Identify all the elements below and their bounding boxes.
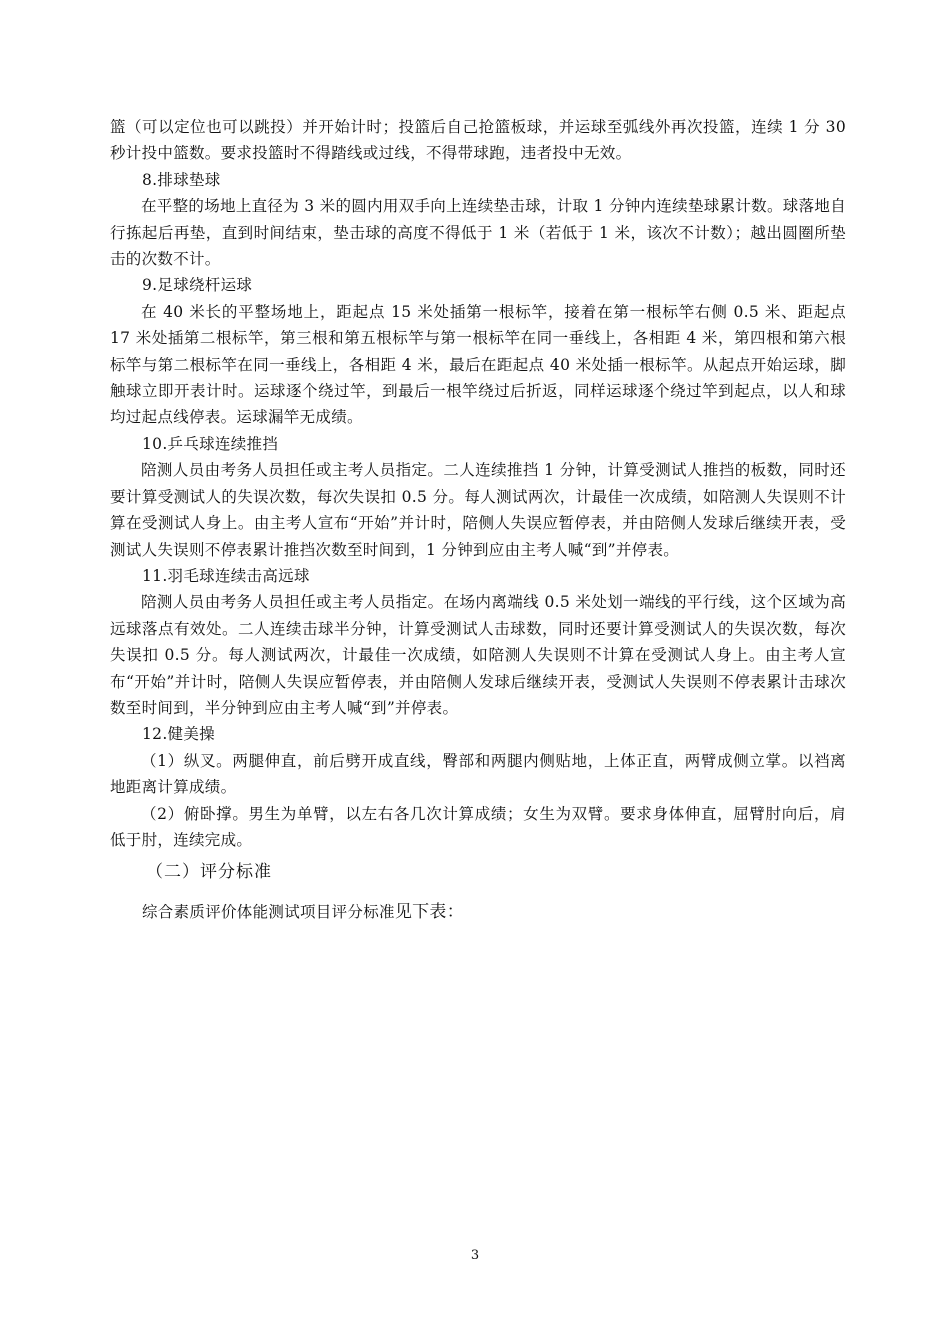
section-heading-scoring: （二）评分标准 [146,862,272,883]
scoring-intro-text: 综合素质评价体能测试项目评分标准 [142,903,395,922]
paragraph-table-tennis: 陪测人员由考务人员担任或主考人员指定。二人连续推挡 1 分钟，计算受测试人推挡的板数，同时还要计算受测试人的失误次数，每次失误扣 0.5 分。每人测试两次，计最佳一次成绩，如陪测人失误则不计算在受测试人身上。由主考人宣布“开始”并计时，陪侧人失误应暂停表，并由陪侧人发球后继续开表，受测试人失误则不停表累计推挡次数至时间到，1 分钟到应由主考人喊“到”并停表。 [110,461,846,559]
scoring-intro-tail: 见下表： [394,902,465,923]
heading-football: 9.足球绕杆运球 [142,276,253,295]
paragraph-aerobics-pushup: （2）俯卧撑。男生为单臂，以左右各几次计算成绩；女生为双臂。要求身体伸直，屈臂肘向后，肩低于肘，连续完成。 [110,804,846,849]
page-content [110,114,846,927]
paragraph-aerobics-split: （1）纵叉。两腿伸直，前后劈开成直线，臀部和两腿内侧贴地，上体正直，两臂成侧立掌。以裆离地距离计算成绩。 [110,751,846,797]
heading-aerobics: 12.健美操 [142,725,215,744]
heading-volleyball: 8.排球垫球 [142,170,221,189]
heading-badminton: 11.羽毛球连续击高远球 [142,566,310,585]
heading-table-tennis: 10.乒乓球连续推挡 [142,434,279,453]
paragraph-badminton: 陪测人员由考务人员担任或主考人员指定。在场内离端线 0.5 米处划一端线的平行线，这个区域为高远球落点有效处。二人连续击球半分钟，计算受测试人击球数，同时还要计算受测试人的失误次数，每次失误扣 0.5 分。每人测试两次，计最佳一次成绩，如陪测人失误则不计算在受测试人身上。由主考人宣布“开始”并计时，陪侧人失误应暂停表，并由陪侧人发球后继续开表，受测试人失误则不停表累计击球次数至时间到，半分钟到应由主考人喊“到”并停表。 [110,593,846,717]
paragraph-volleyball: 在平整的场地上直径为 3 米的圆内用双手向上连续垫击球，计取 1 分钟内连续垫球累计数。球落地自行拣起后再垫，直到时间结束，垫击球的高度不得低于 1 米（若低于 1 米，该次不计数）；越出圆圈所垫击的次数不计。 [110,197,846,269]
scoring-intro [110,897,846,927]
paragraph-football: 在 40 米长的平整场地上，距起点 15 米处插第一根标竿，接着在第一根标竿右侧 0.5 米、距起点 17 米处插第二根标竿，第三根和第五根标竿与第一根标竿在同一垂线上，各相距 4 米，第四根和第六根标竿与第二根标竿在同一垂线上，各相距 4 米，最后在距起点 40 米处插一根标竿。从起点开始运球，脚触球立即开表计时。运球逐个绕过竿，到最后一根竿绕过后折返，同样运球逐个绕过竿到起点，以人和球均过起点线停表。运球漏竿无成绩。 [110,302,846,427]
page-number: 3 [470,1248,480,1263]
paragraph-basketball-continued: 篮（可以定位也可以跳投）并开始计时；投篮后自己抢篮板球，并运球至弧线外再次投篮，连续 1 分 30 秒计投中篮数。要求投篮时不得踏线或过线，不得带球跑，违者投中无效。 [110,118,846,163]
